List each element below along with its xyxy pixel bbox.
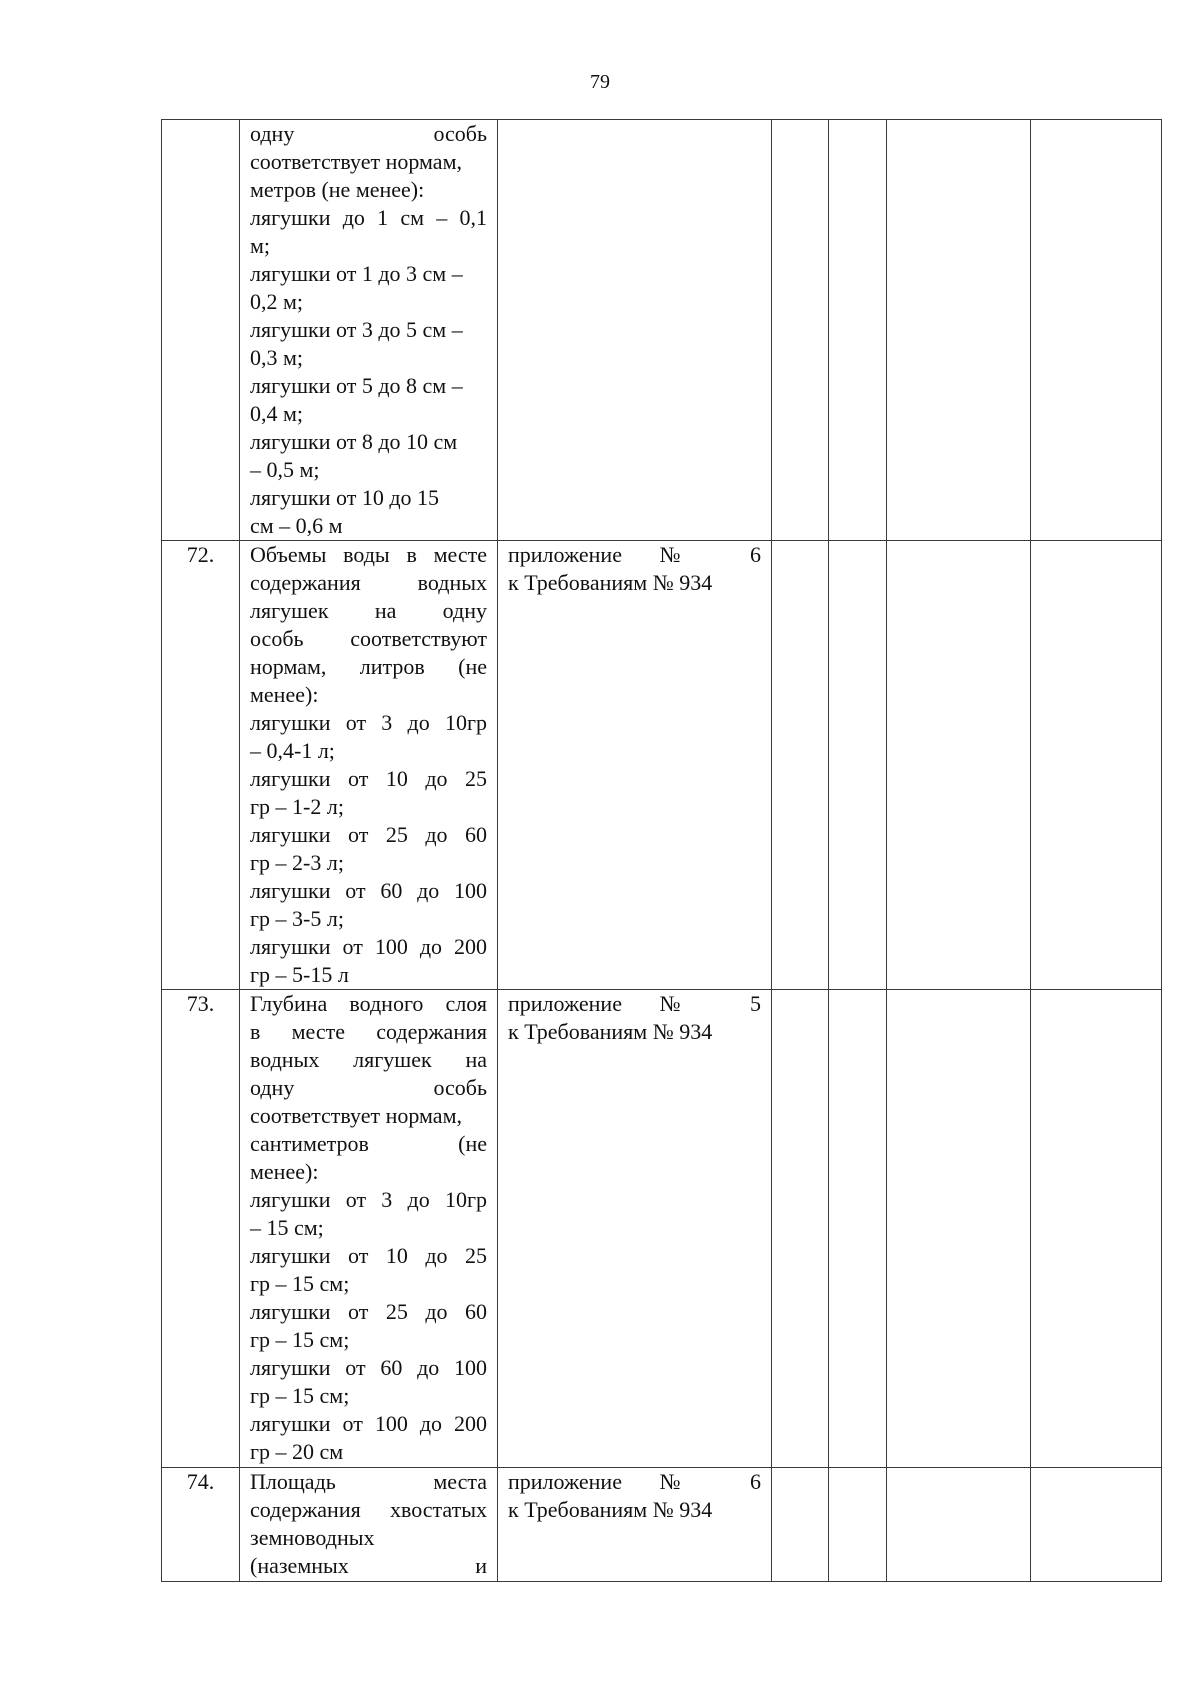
- empty-cell: [772, 120, 829, 541]
- criterion-line: содержания хвостатых: [250, 1497, 487, 1522]
- table-row: [162, 541, 1162, 990]
- criterion-line: гр – 3-5 л;: [250, 906, 344, 931]
- criterion-line: 0,2 м;: [250, 289, 304, 314]
- empty-cell: [1031, 1468, 1162, 1582]
- criterion-line: лягушки от 3 до 10гр: [250, 1187, 487, 1212]
- criterion-line: гр – 1-2 л;: [250, 794, 344, 819]
- empty-cell: [1031, 541, 1162, 990]
- reference-line: приложение № 5: [508, 991, 761, 1016]
- criterion-line: нормам, литров (не: [250, 654, 487, 679]
- criterion-line: одну особь: [250, 1075, 487, 1100]
- reference-cell: [498, 1468, 772, 1582]
- criterion-line: одну особь: [250, 121, 487, 146]
- criterion-line: 0,3 м;: [250, 345, 304, 370]
- reference-line: к Требованиям № 934: [508, 1497, 713, 1522]
- row-number: 74.: [186, 1469, 215, 1494]
- criterion-line: лягушки от 25 до 60: [250, 822, 487, 847]
- row-number-cell: [162, 541, 240, 990]
- criterion-line: лягушки от 10 до 15: [250, 485, 440, 510]
- criterion-line: лягушки до 1 см – 0,1: [250, 205, 487, 230]
- criterion-line: Площадь места: [250, 1469, 487, 1494]
- criterion-line: 0,4 м;: [250, 401, 304, 426]
- criterion-line: менее):: [250, 682, 319, 707]
- criterion-line: – 0,4-1 л;: [250, 738, 335, 763]
- row-number-cell: [162, 1468, 240, 1582]
- criterion-line: гр – 15 см;: [250, 1271, 350, 1296]
- empty-cell: [887, 990, 1031, 1468]
- table-row: [162, 990, 1162, 1468]
- criterion-line: см – 0,6 м: [250, 513, 343, 538]
- criterion-line: лягушки от 100 до 200: [250, 1411, 487, 1436]
- page-number: 79: [590, 71, 610, 93]
- criterion-line: лягушек на одну: [250, 598, 487, 623]
- empty-cell: [1031, 990, 1162, 1468]
- criterion-line: менее):: [250, 1159, 319, 1184]
- reference-line: к Требованиям № 934: [508, 570, 713, 595]
- criterion-line: лягушки от 3 до 10гр: [250, 710, 487, 735]
- empty-cell: [887, 1468, 1031, 1582]
- criterion-line: – 0,5 м;: [250, 457, 320, 482]
- reference-cell: [498, 120, 772, 541]
- criterion-line: сантиметров (не: [250, 1131, 487, 1156]
- empty-cell: [829, 120, 887, 541]
- criterion-line: лягушки от 1 до 3 см –: [250, 261, 463, 286]
- empty-cell: [772, 1468, 829, 1582]
- row-number: 72.: [186, 542, 215, 567]
- criterion-line: лягушки от 5 до 8 см –: [250, 373, 463, 398]
- criterion-line: лягушки от 100 до 200: [250, 934, 487, 959]
- criterion-line: земноводных: [250, 1525, 375, 1550]
- criterion-line: гр – 20 см: [250, 1439, 344, 1464]
- reference-cell: [498, 541, 772, 990]
- criterion-line: лягушки от 25 до 60: [250, 1299, 487, 1324]
- criterion-line: содержания водных: [250, 570, 487, 595]
- reference-line: приложение № 6: [508, 542, 761, 567]
- empty-cell: [772, 541, 829, 990]
- criterion-line: лягушки от 10 до 25: [250, 766, 487, 791]
- criterion-line: метров (не менее):: [250, 177, 425, 202]
- criterion-line: Глубина водного слоя: [250, 991, 487, 1016]
- empty-cell: [772, 990, 829, 1468]
- empty-cell: [1031, 120, 1162, 541]
- empty-cell: [829, 1468, 887, 1582]
- empty-cell: [829, 990, 887, 1468]
- criterion-line: лягушки от 3 до 5 см –: [250, 317, 463, 342]
- row-number-cell: [162, 120, 240, 541]
- empty-cell: [887, 541, 1031, 990]
- criterion-line: гр – 5-15 л: [250, 962, 349, 987]
- row-number-cell: [162, 990, 240, 1468]
- table-row: [162, 120, 1162, 541]
- criterion-line: водных лягушек на: [250, 1047, 487, 1072]
- criterion-line: лягушки от 8 до 10 см: [250, 429, 458, 454]
- requirements-table: [161, 119, 1162, 1582]
- criterion-cell: [240, 1468, 498, 1582]
- criterion-line: лягушки от 60 до 100: [250, 1355, 487, 1380]
- criterion-line: лягушки от 10 до 25: [250, 1243, 487, 1268]
- criterion-line: (наземных и: [250, 1553, 487, 1578]
- empty-cell: [829, 541, 887, 990]
- table-row: [162, 1468, 1162, 1582]
- criterion-line: особь соответствуют: [250, 626, 487, 651]
- criterion-line: гр – 15 см;: [250, 1383, 350, 1408]
- criterion-cell: [240, 990, 498, 1468]
- criterion-line: соответствует нормам,: [250, 149, 462, 174]
- criterion-line: соответствует нормам,: [250, 1103, 462, 1128]
- criterion-line: гр – 15 см;: [250, 1327, 350, 1352]
- reference-line: к Требованиям № 934: [508, 1019, 713, 1044]
- criterion-line: м;: [250, 233, 271, 258]
- criterion-cell: [240, 120, 498, 541]
- criterion-line: гр – 2-3 л;: [250, 850, 344, 875]
- row-number: 73.: [186, 991, 215, 1016]
- reference-cell: [498, 990, 772, 1468]
- criterion-line: лягушки от 60 до 100: [250, 878, 487, 903]
- criterion-line: – 15 см;: [250, 1215, 324, 1240]
- reference-line: приложение № 6: [508, 1469, 761, 1494]
- criterion-cell: [240, 541, 498, 990]
- criterion-line: Объемы воды в месте: [250, 542, 487, 567]
- empty-cell: [887, 120, 1031, 541]
- criterion-line: в месте содержания: [250, 1019, 487, 1044]
